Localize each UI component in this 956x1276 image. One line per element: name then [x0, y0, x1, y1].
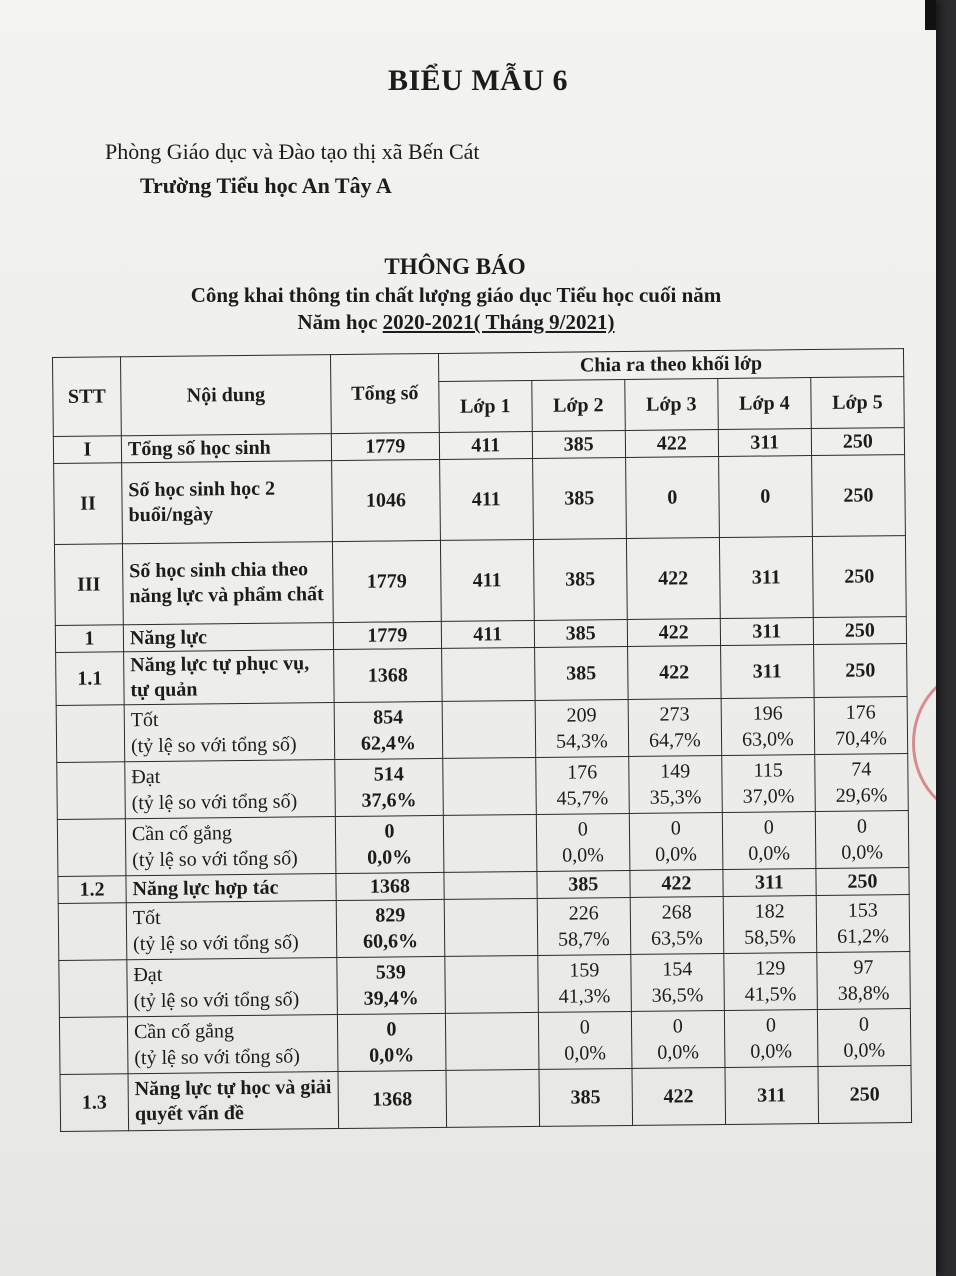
cell-stt: II: [54, 463, 123, 545]
cell-grade: [538, 1011, 632, 1069]
cell-grade: 385: [534, 646, 628, 700]
cell-total-pct: 0,0%: [367, 846, 413, 869]
cell-grade-pct: 64,7%: [648, 729, 701, 752]
cell-grade-pct: 0,0%: [841, 841, 884, 864]
cell-grade-pct: 29,6%: [835, 784, 888, 807]
cell-stt: 1: [55, 625, 123, 653]
department-name: Phòng Giáo dục và Đào tạo thị xã Bến Cát: [105, 139, 480, 164]
cell-grade: [535, 699, 629, 757]
cell-grade-count: 74: [851, 758, 872, 781]
cell-grade-pct: 41,3%: [558, 985, 611, 1008]
cell-grade: [442, 700, 536, 758]
cell-grade: 385: [537, 870, 630, 898]
cell-content-sub: (tỷ lệ so với tổng số): [131, 790, 298, 815]
cell-stt: [58, 903, 127, 961]
cell-stt: 1.2: [58, 876, 126, 904]
table-row: [56, 697, 908, 763]
header-grade: Lớp 4: [718, 378, 812, 430]
school-name: Trường Tiểu học An Tây A: [140, 173, 392, 198]
cell-grade: [536, 756, 630, 814]
school-year-value: 2020-2021( Tháng 9/2021): [382, 310, 615, 334]
cell-grade-count: 176: [845, 701, 876, 724]
cell-total: 1779: [331, 432, 439, 460]
cell-stt: [59, 960, 128, 1018]
cell-grade-count: 0: [856, 815, 868, 838]
cell-content: Số học sinh chia theo năng lực và phẩm chất: [122, 542, 333, 625]
cell-total: 1368: [338, 1070, 446, 1128]
table-row: [54, 455, 906, 545]
cell-grade: [444, 871, 537, 899]
cell-grade-pct: 41,5%: [744, 983, 797, 1006]
cell-grade-pct: 0,0%: [562, 844, 604, 867]
cell-content: Năng lực: [123, 623, 333, 652]
cell-grade: [629, 813, 723, 871]
header-grade: Lớp 2: [532, 380, 626, 432]
cell-grade-pct: 70,4%: [835, 727, 887, 750]
cell-grade-count: [449, 786, 529, 787]
cell-grade-pct: 0,0%: [655, 843, 698, 866]
cell-grade-count: 182: [754, 900, 785, 923]
cell-grade-count: 226: [568, 902, 599, 925]
cell-grade-pct: 0,0%: [657, 1041, 700, 1064]
cell-grade-count: 0: [858, 1013, 870, 1036]
cell-grade-count: 0: [579, 1016, 590, 1039]
cell-grade: 311: [720, 645, 814, 699]
cell-total-count: 854: [373, 706, 404, 729]
cell-total: 1368: [336, 872, 444, 900]
cell-grade-count: 0: [670, 817, 681, 840]
cell-content-sub: (tỷ lệ so với tổng số): [133, 988, 300, 1013]
cell-stt: [59, 1017, 128, 1075]
cell-total: 1779: [333, 540, 442, 622]
cell-grade-pct: 0,0%: [750, 1040, 793, 1063]
cell-grade: 385: [534, 619, 627, 647]
cell-grade: [817, 952, 911, 1010]
table-row: [59, 1009, 911, 1075]
cell-grade-pct: 37,0%: [742, 785, 795, 808]
cell-stt: III: [54, 544, 123, 626]
header-grade: Lớp 1: [439, 380, 533, 432]
cell-total: 1046: [332, 459, 441, 541]
cell-grade: [815, 811, 909, 869]
cell-grade: 250: [813, 644, 907, 698]
cell-content: [125, 817, 336, 876]
cell-total-pct: 0,0%: [369, 1044, 415, 1067]
cell-grade: 311: [723, 869, 816, 897]
cell-grade: [815, 754, 909, 812]
cell-grade-count: 0: [763, 816, 774, 839]
cell-grade-count: 149: [660, 760, 691, 783]
cell-grade-pct: [451, 927, 531, 928]
cell-grade: 385: [533, 538, 627, 620]
cell-grade: 385: [539, 1068, 633, 1126]
cell-total-count: 0: [386, 1018, 397, 1041]
cell-grade: [721, 698, 815, 756]
cell-content-sub: (tỷ lệ so với tổng số): [130, 733, 297, 758]
cell-content: [125, 760, 336, 819]
cell-grade: [722, 755, 816, 813]
cell-stt: [57, 762, 126, 820]
cell-grade: 311: [725, 1067, 819, 1125]
cell-total: [336, 899, 444, 957]
quality-table: [52, 348, 912, 1132]
cell-grade: [629, 756, 723, 814]
cell-grade-count: 176: [567, 761, 598, 784]
cell-grade-count: 154: [662, 958, 693, 981]
cell-grade: [628, 699, 722, 757]
table-row: [59, 952, 911, 1018]
cell-grade-count: [451, 927, 531, 928]
cell-grade-pct: 0,0%: [564, 1042, 607, 1065]
cell-stt: I: [53, 436, 121, 464]
cell-total-count: 0: [384, 820, 395, 843]
cell-stt: 1.1: [56, 652, 125, 706]
cell-total: [334, 701, 442, 759]
cell-grade-count: [451, 984, 531, 985]
cell-grade: [445, 955, 539, 1013]
cell-total-pct: 62,4%: [360, 732, 417, 755]
header-stt: STT: [53, 357, 122, 437]
table-row: [56, 644, 908, 706]
cell-content-sub: (tỷ lệ so với tổng số): [132, 931, 299, 956]
cell-grade-pct: [449, 786, 529, 787]
table-row: [57, 754, 909, 820]
cell-grade: 250: [816, 868, 909, 896]
cell-total: [335, 815, 443, 873]
cell-content-sub: (tỷ lệ so với tổng số): [134, 1045, 300, 1070]
cell-grade: [630, 897, 724, 955]
cell-stt: [57, 819, 126, 877]
cell-content: [127, 1015, 338, 1074]
cell-grade: 250: [813, 617, 906, 645]
notice-subtitle: Công khai thông tin chất lượng giáo dục Tiểu học cuối năm: [190, 283, 722, 307]
notice-title: THÔNG BÁO: [384, 254, 526, 279]
cell-total-pct: 60,6%: [362, 930, 419, 953]
table-row: [60, 1066, 912, 1132]
header-content: Nội dung: [120, 355, 331, 436]
cell-grade-count: 0: [765, 1014, 777, 1037]
cell-grade: [724, 1010, 818, 1068]
cell-grade: 385: [532, 458, 626, 540]
cell-grade: 411: [441, 620, 534, 648]
cell-grade-pct: 54,3%: [555, 730, 608, 753]
cell-total-count: 829: [375, 904, 406, 927]
cell-grade: [814, 697, 908, 755]
cell-grade-count: 97: [853, 956, 874, 979]
cell-grade: 411: [439, 431, 532, 459]
cell-grade: [631, 1010, 725, 1068]
cell-grade: 422: [627, 646, 721, 700]
cell-stt: [56, 705, 125, 763]
school-year-prefix: Năm học: [297, 310, 383, 334]
cell-grade-pct: [451, 984, 531, 985]
cell-grade-count: [450, 843, 530, 844]
cell-grade: 0: [625, 457, 719, 539]
cell-grade: [722, 812, 816, 870]
cell-content: [126, 901, 337, 960]
cell-grade-count: 153: [847, 899, 878, 922]
cell-grade: 250: [811, 455, 905, 537]
cell-total: 1368: [334, 648, 442, 702]
cell-grade-count: 273: [659, 703, 690, 726]
cell-grade-count: 209: [566, 704, 597, 727]
cell-content: Năng lực hợp tác: [126, 874, 336, 903]
cell-grade-pct: [452, 1041, 532, 1042]
cell-grade-count: 0: [672, 1015, 683, 1038]
cell-grade-count: 115: [753, 759, 783, 782]
cell-grade: 311: [720, 618, 813, 646]
table-row: [58, 895, 910, 961]
cell-total: [337, 1013, 445, 1071]
cell-total: [335, 758, 443, 816]
cell-total-pct: 37,6%: [361, 789, 417, 812]
cell-grade: [631, 953, 725, 1011]
cell-grade-pct: [450, 843, 530, 844]
cell-grade-pct: [449, 729, 529, 730]
cell-grade: 250: [811, 428, 904, 456]
cell-grade: 422: [630, 870, 723, 898]
cell-grade: [817, 1009, 911, 1067]
cell-content-label: Cần cố gắng: [133, 1020, 235, 1044]
header-grade-group: Chia ra theo khối lớp: [438, 349, 904, 382]
cell-grade-pct: 61,2%: [837, 925, 889, 948]
cell-grade: 250: [812, 536, 906, 618]
cell-grade-pct: 58,7%: [557, 928, 610, 951]
cell-grade: 422: [625, 430, 718, 458]
cell-grade: [442, 757, 536, 815]
cell-grade-count: [449, 729, 529, 730]
header-total: Tổng số: [331, 353, 439, 433]
cell-grade-pct: 45,7%: [556, 787, 609, 810]
cell-grade: [443, 814, 537, 872]
cell-content: Tổng số học sinh: [121, 434, 331, 463]
cell-grade-count: 268: [661, 901, 692, 924]
cell-grade: 422: [626, 538, 720, 620]
cell-content: [127, 958, 338, 1017]
cell-grade-pct: 0,0%: [748, 842, 791, 865]
cell-content-label: Đạt: [133, 963, 163, 987]
cell-content-label: Đạt: [131, 765, 161, 789]
cell-grade: 422: [632, 1067, 726, 1125]
cell-grade: 250: [818, 1066, 912, 1124]
cell-grade: [536, 813, 630, 871]
cell-grade: [723, 896, 817, 954]
cell-content: Năng lực tự phục vụ, tự quản: [124, 650, 335, 705]
cell-content-label: Cần cố gắng: [131, 822, 233, 846]
cell-grade: 311: [719, 537, 813, 619]
cell-content: [124, 703, 335, 762]
header-grade: Lớp 5: [811, 377, 905, 429]
school-year: [0, 310, 912, 335]
cell-total-pct: 39,4%: [363, 987, 419, 1010]
cell-content: Năng lực tự học và giải quyết vấn đề: [128, 1072, 339, 1131]
cell-grade: [441, 647, 535, 701]
cell-total-count: 539: [375, 961, 406, 984]
cell-grade-count: 129: [755, 957, 786, 980]
cell-grade: 385: [532, 431, 625, 459]
cell-grade-pct: 38,8%: [837, 982, 890, 1005]
cell-grade: 411: [440, 539, 534, 621]
header-grade: Lớp 3: [625, 379, 719, 431]
cell-grade-count: 0: [577, 818, 588, 841]
table-row: [57, 811, 909, 877]
cell-grade-pct: 58,5%: [744, 926, 796, 949]
cell-grade: 411: [439, 458, 533, 540]
cell-grade-count: [452, 1041, 532, 1042]
cell-grade: [537, 897, 631, 955]
cell-grade-pct: 0,0%: [843, 1039, 886, 1062]
cell-grade: 422: [627, 619, 720, 647]
cell-stt: 1.3: [60, 1074, 129, 1132]
cell-grade-count: 196: [752, 702, 783, 725]
cell-grade: [444, 898, 538, 956]
cell-content-label: Tốt: [130, 708, 159, 732]
cell-content-sub: (tỷ lệ so với tổng số): [132, 847, 298, 872]
cell-grade: 0: [718, 456, 812, 538]
form-title: BIỂU MẪU 6: [387, 64, 568, 97]
cell-total: [337, 956, 445, 1014]
cell-grade-pct: 63,5%: [650, 927, 703, 950]
cell-grade: [538, 954, 632, 1012]
table-row: [54, 536, 906, 626]
cell-total-count: 514: [373, 763, 404, 786]
corner-mark: [925, 0, 936, 30]
cell-grade-pct: 36,5%: [651, 984, 704, 1007]
cell-total: 1779: [333, 621, 441, 649]
cell-grade: [445, 1012, 539, 1070]
cell-grade: [816, 895, 910, 953]
cell-grade: [446, 1069, 540, 1127]
cell-grade-pct: 63,0%: [741, 728, 794, 751]
cell-content-label: Tốt: [132, 906, 161, 930]
school-stamp: [912, 670, 936, 816]
cell-content: Số học sinh học 2 buổi/ngày: [122, 461, 333, 544]
cell-grade: [724, 953, 818, 1011]
cell-grade-pct: 35,3%: [649, 786, 702, 809]
cell-grade-count: 159: [569, 959, 600, 982]
cell-grade: 311: [718, 429, 811, 457]
table-body: [53, 428, 911, 1132]
